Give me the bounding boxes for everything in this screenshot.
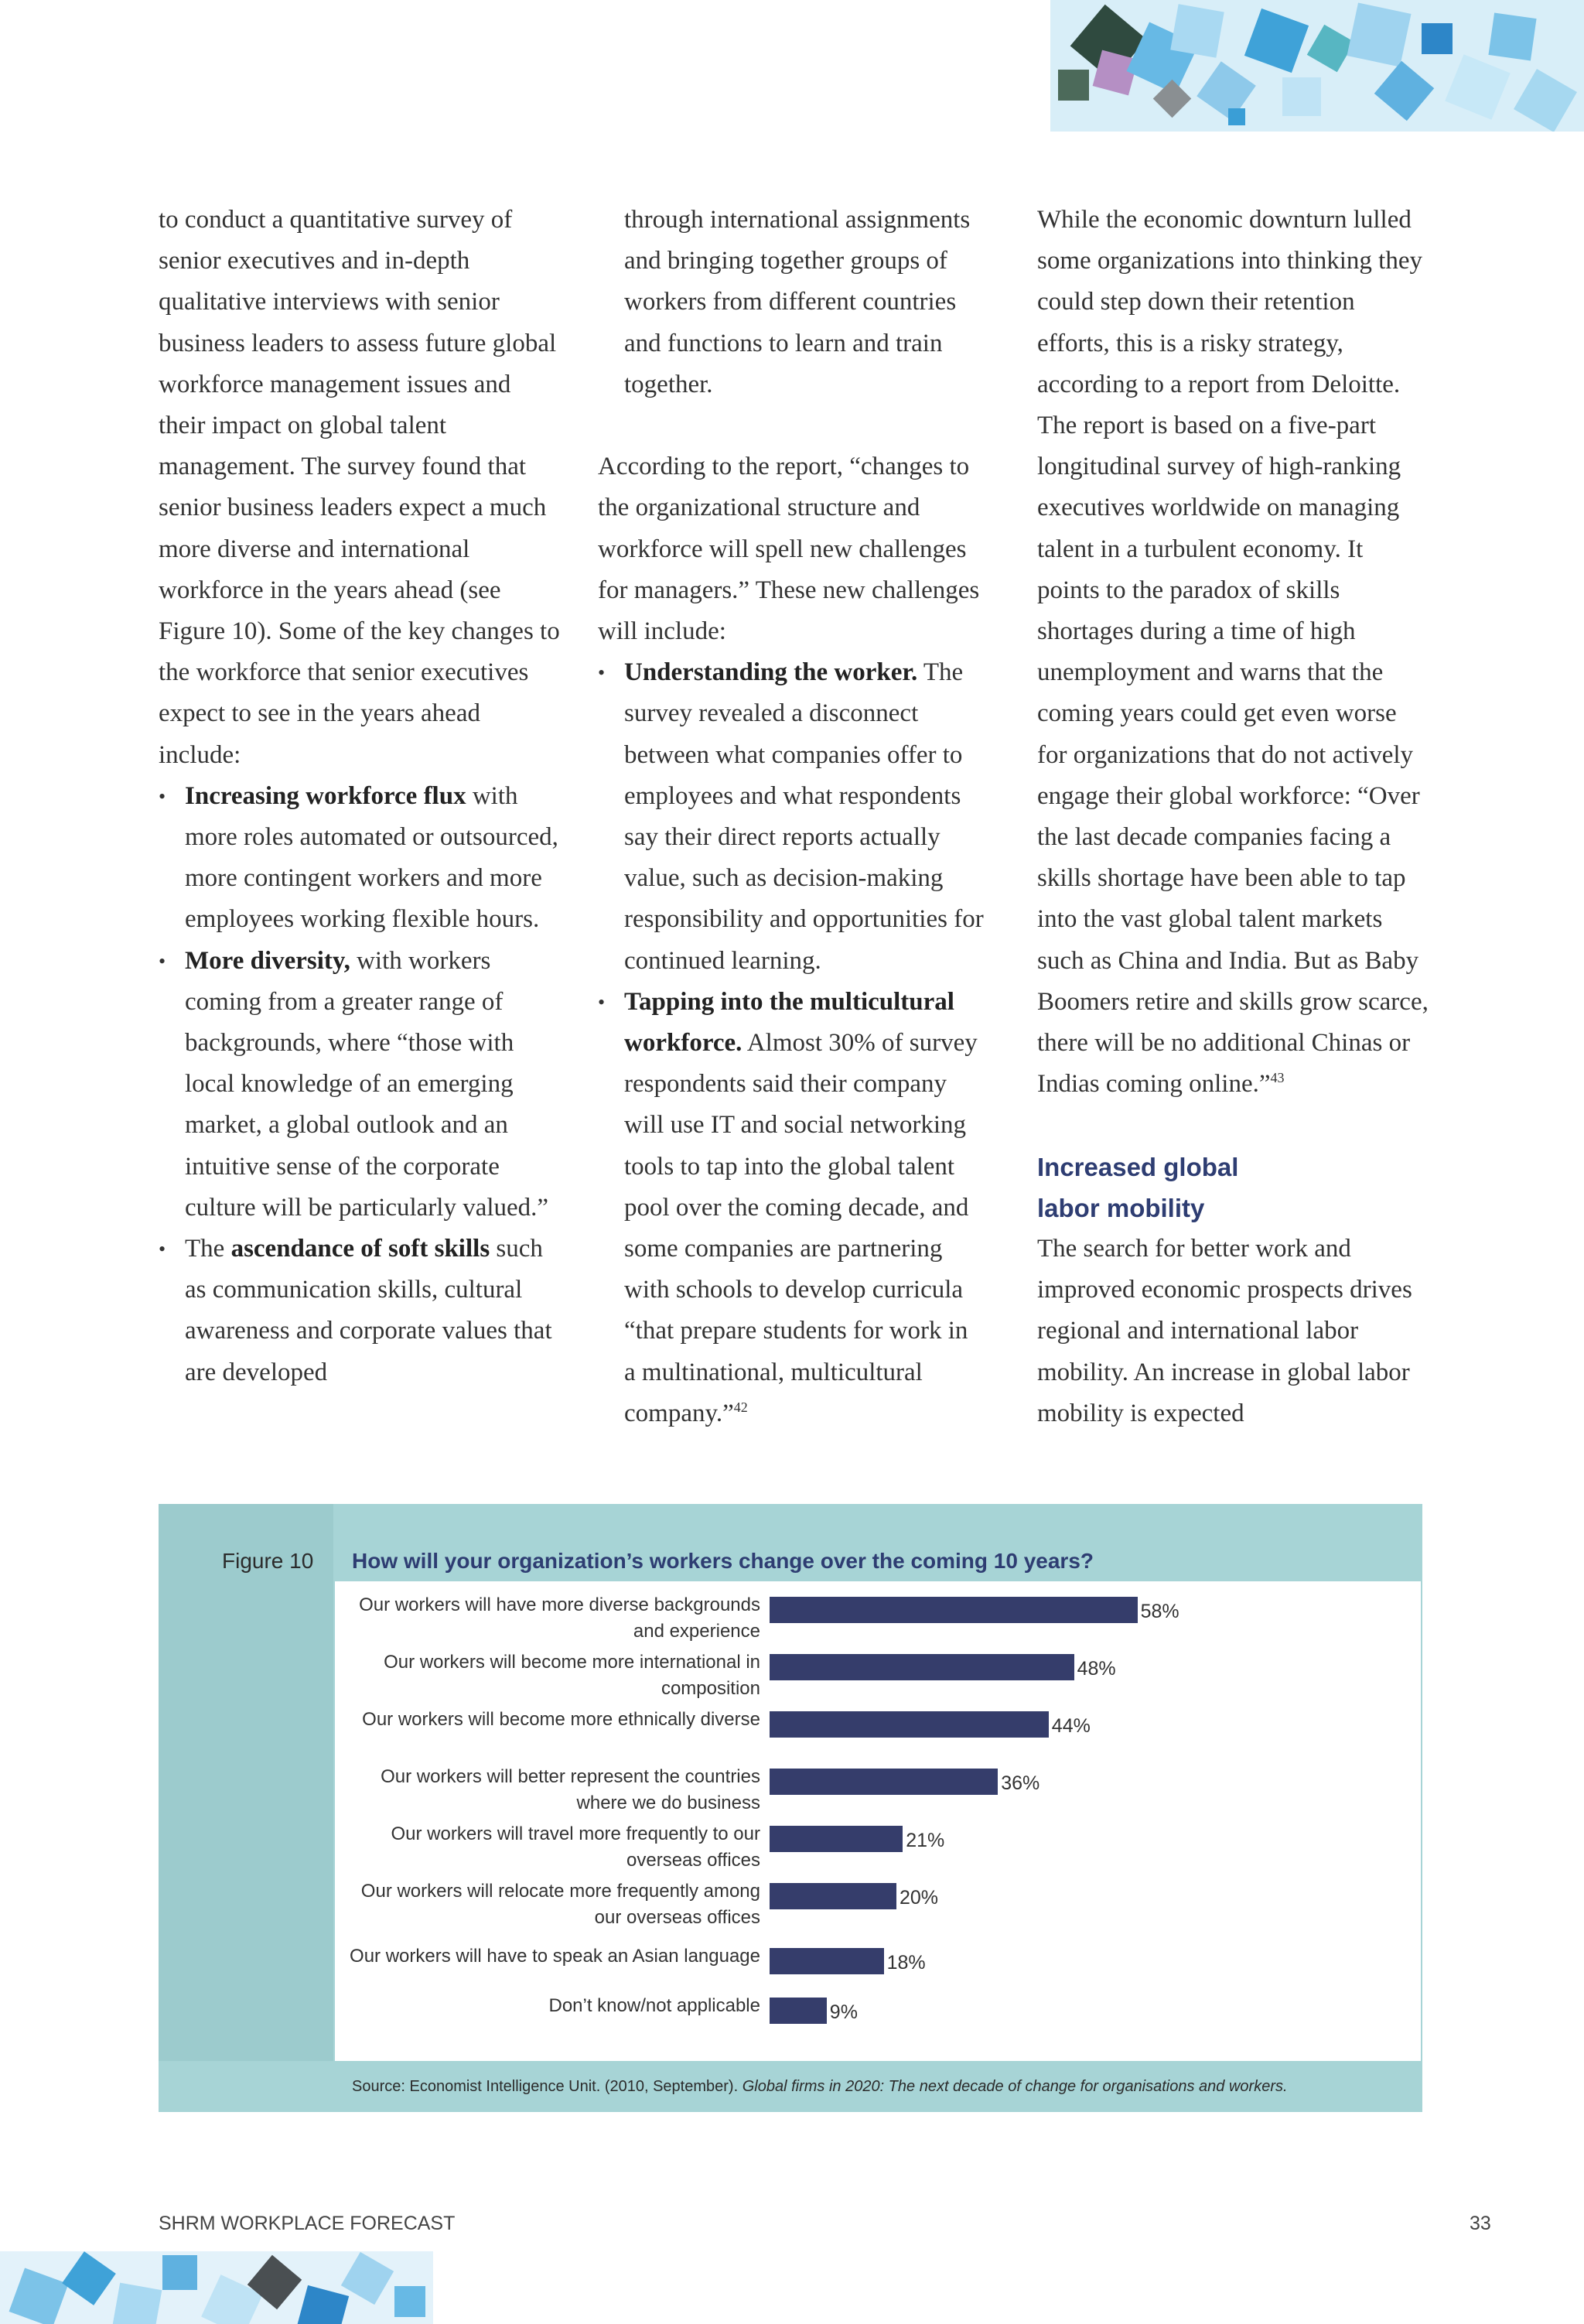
bar <box>770 1883 896 1909</box>
bar-category-label: Don’t know/not applicable <box>548 1995 760 2016</box>
col1-intro: to conduct a quantitative survey of senior executives and in-depth qualitative interviews with senior business leaders to assess future global workforce management issues and their impact on global talent management. The survey found that senior business leaders expect a much more diverse and international workforce in the years ahead (see Figure 10). Some of the key changes to the workforce that senior executives expect to see in the years ahead include: <box>159 206 560 769</box>
bar <box>770 1948 884 1974</box>
bar-value-label: 58% <box>1140 1601 1179 1622</box>
bar-value-label: 44% <box>1051 1715 1091 1737</box>
bar <box>770 1597 1138 1623</box>
bullet-more-diversity: • More diversity, with workers coming from a greater range of backgrounds, where “those with local knowledge of an emerging market, a global outlook and an intuitive sense of the corporate culture will be particularly valued.” <box>159 941 561 1229</box>
bar-value-label: 18% <box>886 1952 926 1974</box>
bar <box>770 1711 1049 1738</box>
col1-bullet-list <box>159 776 561 1393</box>
bar-category-label: Our workers will have more diverse backgrounds and experience <box>359 1594 760 1642</box>
bar-category-label: Our workers will relocate more frequently among our overseas offices <box>360 1881 760 1928</box>
section-heading: Increased global labor mobility <box>1037 1152 1239 1222</box>
bar-value-label: 36% <box>1001 1772 1040 1794</box>
footnote-ref-43: 43 <box>1270 1070 1285 1086</box>
text-column-2 <box>598 200 985 1434</box>
bar-category-label: Our workers will become more ethnically diverse <box>362 1709 760 1730</box>
bullet-workforce-flux: • Increasing workforce flux with more roles automated or outsourced, more contingent workers and more employees working flexible hours. <box>159 776 561 941</box>
figure-side-panel <box>159 1504 333 2061</box>
bullet-soft-skills: • The ascendance of soft skills such as communication skills, cultural awareness and corporate values that are developed <box>159 1229 561 1393</box>
bar-value-label: 21% <box>906 1830 945 1851</box>
col3-paragraph-2: The search for better work and improved economic prospects drives regional and international labor mobility. An increase in global labor mobility is expected <box>1037 1235 1412 1427</box>
col2-continuation: through international assignments and bringing together groups of workers from different countries and functions to learn and train together. <box>624 206 971 398</box>
bar-category-label: Our workers will become more international in composition <box>384 1652 760 1699</box>
figure-source: Source: Economist Intelligence Unit. (2010, September). Global firms in 2020: The next decade of change for organisations and workers. <box>352 2078 1288 2095</box>
bar-value-label: 20% <box>900 1887 939 1909</box>
bullet-multicultural-workforce: • Tapping into the multicultural workforce. Almost 30% of survey respondents said their company will use IT and social networking tools to tap into the global talent pool over the coming decade, and some companies are partnering with schools to develop curricula “that prepare students for work in a multinational, multicultural company.”$^{42}$ <box>598 982 985 1434</box>
page-number: 33 <box>1470 2213 1491 2234</box>
col2-paragraph: According to the report, “changes to the organizational structure and workforce will spell new challenges for managers.” These new challenges will include: <box>598 453 980 646</box>
text-column-3 <box>1037 200 1432 1434</box>
footer-publication: SHRM WORKPLACE FORECAST <box>159 2213 456 2234</box>
bar-value-label: 48% <box>1077 1658 1116 1680</box>
bar <box>770 1826 903 1852</box>
figure-label: Figure 10 <box>222 1549 314 1573</box>
bullet-understanding-worker: • Understanding the worker. The survey revealed a disconnect between what companies offer to employees and what respondents say their direct reports actually value, such as decision-making responsibility and opportunities for continued learning. <box>598 652 985 982</box>
bar-category-label: Our workers will travel more frequently to our overseas offices <box>391 1823 760 1871</box>
top-mosaic-decoration <box>1050 0 1584 132</box>
chart-title: How will your organization’s workers change over the coming 10 years? <box>352 1549 1094 1573</box>
text-column-1 <box>159 200 561 1393</box>
bar-category-label: Our workers will have to speak an Asian language <box>350 1946 760 1967</box>
bar <box>770 1769 998 1795</box>
figure-10 <box>159 1504 1422 2112</box>
footnote-ref-42: 42 <box>733 1399 748 1415</box>
col2-bullet-list <box>598 652 985 1434</box>
bar <box>770 1998 827 2024</box>
bottom-mosaic-decoration <box>0 2244 433 2324</box>
bar-category-label: Our workers will better represent the countries where we do business <box>381 1766 760 1813</box>
bar <box>770 1654 1074 1680</box>
col3-paragraph: While the economic downturn lulled some organizations into thinking they could step down their retention efforts, this is a risky strategy, according to a report from Deloitte. The report is based on a five-part longitudinal survey of high-ranking executives worldwide on managing talent in a turbulent economy. It points to the paradox of skills shortages during a time of high unemployment and warns that the coming years could get even worse for organizations that do not actively engage their global workforce: “Over the last decade companies facing a skills shortage have been able to tap into the vast global talent markets such as China and India. But as Baby Boomers retire and skills grow scarce, there will be no additional Chinas or Indias coming online.”$^{43}$ <box>1037 206 1429 1099</box>
chart-plot-area <box>335 1581 1421 2061</box>
bar-value-label: 9% <box>829 2001 858 2023</box>
